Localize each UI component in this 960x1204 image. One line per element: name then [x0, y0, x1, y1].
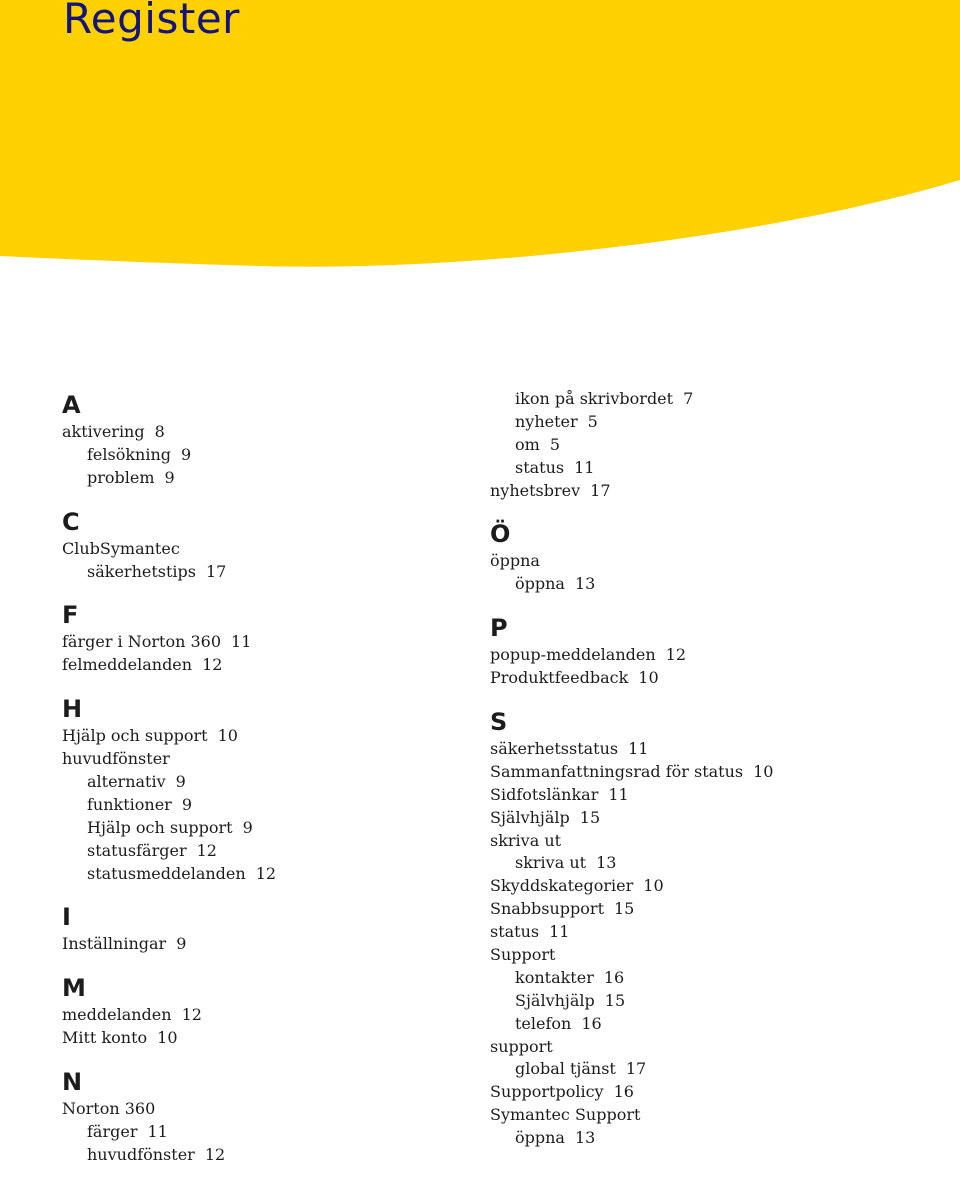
index-entry: [490, 830, 950, 853]
entry-page-number: 10: [638, 668, 659, 688]
entry-term: meddelanden: [62, 1005, 172, 1025]
index-subentry: [490, 434, 950, 457]
entry-page-number: 13: [574, 574, 596, 594]
entry-term: aktivering: [62, 422, 145, 441]
entry-page-number: 17: [205, 561, 227, 581]
index-subentry: [62, 561, 462, 584]
entry-term: Produktfeedback: [490, 668, 629, 688]
entry-term: Symantec Support: [490, 1105, 641, 1125]
index-section: [62, 970, 462, 1050]
entry-term: nyheter: [515, 411, 578, 431]
entry-term: kontakter: [515, 967, 594, 987]
index-entry: [490, 784, 950, 807]
entry-term: om: [515, 434, 540, 454]
index-entry: [62, 631, 462, 654]
index-subentry: [62, 863, 462, 886]
index-subentry: [490, 1127, 950, 1150]
entry-term: telefon: [515, 1013, 572, 1033]
entry-page-number: 12: [255, 863, 277, 883]
index-section: [62, 899, 462, 956]
index-entry: [490, 921, 950, 944]
entry-page-number: 11: [628, 739, 649, 759]
index-entry: [490, 667, 950, 690]
section-letter: H: [62, 695, 83, 724]
entry-page-number: 10: [157, 1028, 178, 1048]
entry-page-number: 9: [242, 817, 253, 837]
index-entry: [490, 944, 950, 967]
index-subentry: [490, 411, 950, 434]
section-letter: Ö: [490, 520, 511, 549]
entry-term: global tjänst: [515, 1059, 616, 1079]
index-section: [490, 388, 950, 502]
index-entry: [490, 480, 950, 503]
index-section: [490, 704, 950, 1150]
index-entry: [490, 1104, 950, 1127]
entry-page-number: 11: [231, 632, 252, 652]
entry-term: öppna: [490, 551, 540, 571]
entry-term: Sidfotslänkar: [490, 784, 599, 804]
index-section: [62, 691, 462, 885]
section-letter: M: [62, 974, 86, 1003]
entry-term: Mitt konto: [62, 1028, 148, 1048]
index-entry: [490, 1036, 950, 1059]
entry-term: support: [490, 1036, 553, 1056]
entry-term: Hjälp och support: [62, 726, 208, 746]
section-letter: N: [62, 1068, 83, 1097]
index-subentry: [490, 990, 950, 1013]
index-entry: [490, 898, 950, 921]
index-entry: [62, 654, 462, 677]
index-entry: [62, 1098, 462, 1121]
index-subentry: [490, 967, 950, 990]
entry-term: skriva ut: [515, 853, 587, 873]
index-subentry: [490, 1013, 950, 1036]
index-entry: [62, 538, 462, 561]
index-subentry: [62, 1144, 462, 1167]
entry-page-number: 17: [590, 480, 611, 500]
entry-term: funktioner: [87, 794, 172, 814]
entry-term: Snabbsupport: [490, 899, 604, 919]
entry-page-number: 12: [665, 645, 686, 665]
index-entry: [62, 933, 462, 956]
index-subentry: [62, 771, 462, 794]
index-section: [62, 387, 462, 490]
index-subentry: [490, 1058, 950, 1081]
index-entry: [490, 807, 950, 830]
entry-page-number: 15: [579, 807, 601, 827]
index-entry: [62, 748, 462, 771]
entry-page-number: 9: [176, 934, 187, 954]
entry-term: status: [515, 457, 565, 477]
index-column-right: [490, 388, 950, 1164]
entry-term: felsökning: [87, 444, 172, 464]
index-entry: [490, 875, 950, 898]
entry-page-number: 5: [549, 434, 560, 454]
index-section: [490, 516, 950, 596]
entry-page-number: 10: [643, 876, 664, 896]
index-entry: [490, 738, 950, 761]
entry-term: nyhetsbrev: [490, 480, 581, 500]
entry-page-number: 7: [683, 389, 694, 408]
entry-page-number: 12: [202, 655, 223, 675]
entry-page-number: 16: [581, 1013, 602, 1033]
index-section: [62, 597, 462, 677]
entry-term: säkerhetsstatus: [490, 739, 619, 759]
index-subentry: [62, 1121, 462, 1144]
entry-term: Självhjälp: [515, 990, 595, 1010]
entry-page-number: 12: [181, 1005, 202, 1025]
entry-term: Hjälp och support: [87, 817, 233, 837]
index-subentry: [490, 573, 950, 596]
entry-page-number: 9: [181, 794, 193, 814]
index-subentry: [490, 388, 950, 411]
entry-page-number: 9: [175, 772, 186, 792]
section-letter: S: [490, 708, 508, 737]
entry-page-number: 10: [753, 761, 774, 781]
index-entry: [490, 644, 950, 667]
entry-term: statusmeddelanden: [87, 863, 246, 883]
entry-page-number: 11: [574, 457, 595, 477]
entry-term: felmeddelanden: [62, 655, 193, 675]
entry-page-number: 11: [608, 784, 629, 804]
section-letter: I: [62, 903, 71, 932]
section-letter: C: [62, 507, 80, 536]
entry-term: färger i Norton 360: [62, 632, 222, 652]
index-section: [62, 1064, 462, 1167]
index-entry: [490, 761, 950, 784]
entry-term: Sammanfattningsrad för status: [490, 761, 744, 781]
entry-page-number: 10: [217, 726, 238, 746]
entry-page-number: 8: [154, 422, 165, 441]
entry-page-number: 5: [587, 411, 598, 431]
index-entry: [62, 421, 462, 444]
entry-page-number: 15: [604, 990, 626, 1010]
entry-page-number: 9: [181, 444, 192, 464]
entry-term: ikon på skrivbordet: [515, 389, 674, 408]
section-letter: F: [62, 601, 79, 630]
entry-page-number: 12: [204, 1144, 226, 1164]
section-letter: A: [62, 391, 81, 419]
index-subentry: [62, 794, 462, 817]
section-letter: P: [490, 614, 508, 643]
entry-term: problem: [87, 467, 155, 487]
index-entry: [490, 1081, 950, 1104]
index-entry: [62, 1004, 462, 1027]
entry-term: Inställningar: [62, 934, 167, 954]
entry-term: Skyddskategorier: [490, 876, 634, 896]
index-section: [490, 610, 950, 690]
entry-term: popup-meddelanden: [490, 645, 656, 665]
entry-term: Support: [490, 945, 556, 965]
entry-term: öppna: [515, 574, 565, 594]
entry-term: färger: [87, 1122, 138, 1142]
index-subentry: [62, 840, 462, 863]
entry-page-number: 12: [196, 840, 217, 860]
index-subentry: [62, 467, 462, 490]
entry-term: alternativ: [87, 772, 166, 792]
entry-page-number: 16: [613, 1082, 634, 1102]
index-subentry: [62, 444, 462, 467]
index-subentry: [490, 852, 950, 875]
entry-page-number: 13: [596, 853, 617, 873]
entry-page-number: 17: [625, 1059, 647, 1079]
entry-term: öppna: [515, 1128, 565, 1148]
index-subentry: [490, 457, 950, 480]
entry-page-number: 13: [574, 1128, 596, 1148]
index-entry: [490, 550, 950, 573]
index-subentry: [62, 817, 462, 840]
index-column-left: [62, 387, 462, 1181]
entry-page-number: 9: [164, 467, 175, 487]
entry-term: Självhjälp: [490, 807, 570, 827]
entry-page-number: 11: [147, 1122, 168, 1142]
entry-page-number: 16: [603, 967, 625, 987]
entry-term: huvudfönster: [62, 749, 170, 769]
entry-term: skriva ut: [490, 830, 562, 850]
entry-term: Norton 360: [62, 1099, 156, 1119]
entry-term: huvudfönster: [87, 1144, 195, 1164]
entry-term: Supportpolicy: [490, 1082, 604, 1102]
index-entry: [62, 1027, 462, 1050]
page-title: Register: [63, 0, 240, 43]
entry-term: säkerhetstips: [87, 561, 196, 581]
entry-term: statusfärger: [87, 840, 187, 860]
entry-term: ClubSymantec: [62, 538, 180, 558]
index-entry: [62, 725, 462, 748]
entry-term: status: [490, 922, 540, 942]
entry-page-number: 15: [614, 899, 635, 919]
index-section: [62, 504, 462, 584]
entry-page-number: 11: [549, 922, 570, 942]
